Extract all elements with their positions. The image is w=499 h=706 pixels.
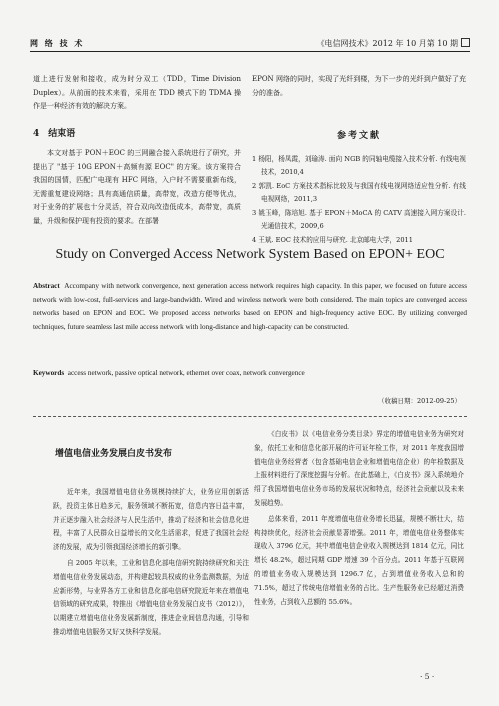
conclusion-heading: 4 结束语	[33, 128, 76, 139]
page-number: · 5 ·	[420, 672, 435, 681]
article-right-column	[254, 428, 464, 609]
article-paragraph: 总体来看，2011 年度增值电信业务增长迅猛，规模不断壮大，结构持续优化，经济社会贡献显著增强。2011 年，增值电信业务整体实现收入 3796 亿元，其中增值电信企业收入规模达到 1814 亿元，同比增长 48.2%，超过同期 GDP 增速 39 个百分点。2011 年基于互联网的增值业务收入规模达到 1296.7 亿，占到增值业务收入总和的 71.5%，超过了传统电信增值业务的占比。生产性服务业已经超过消费性业务，占到收入总额的 55.6%。	[254, 514, 464, 606]
reference-item: 1 杨阳，杨凤霞，刘瑜涛. 面向 NGB 的同轴电缆接入技术分析. 有线电视技术，2010,4	[252, 154, 466, 176]
article-paragraph: 自 2005 年以来，工业和信息化部电信研究院持续研究和关注增值电信业务发展动态，并构建起较具权威的业务监测数据，为适应新形势，与业界各方工业和信息化部电信研究院近年来在增值电信领域的研究成果，特推出《增值电信业务发展白皮书（2012）》，以期建立增值电信业务发展新制度，推进企业间信息沟通，引导和推动增值电信服务又好又快科学发展。	[53, 558, 249, 636]
keywords-label: Keywords	[33, 369, 65, 377]
article-title: 增值电信业务发展白皮书发布	[55, 449, 173, 459]
reference-item: 4 王斌. EOC 技术的应用与研究. 北京邮电大学，2011	[252, 235, 413, 244]
header-box-icon	[461, 38, 470, 47]
article-top-divider	[33, 416, 467, 417]
left-intro-paragraph: 道上进行发射和接收，成为时分双工（TDD，Time Division Duplex）。从前面的技术来看，采用在 TDD 模式下的 TDMA 操作是一种经济有效的解决方案。	[33, 75, 241, 110]
running-header	[30, 36, 470, 50]
abstract-label: Abstract	[33, 282, 60, 290]
header-rule	[30, 51, 470, 52]
right-intro-paragraph: EPON 网络的同时，实现了光纤到楼，为下一步的光纤到户做好了充分的准备。	[252, 75, 466, 97]
right-column	[252, 73, 466, 247]
article-left-column	[53, 486, 249, 640]
keywords-text: access network, passive optical network, ethernet over coax, network convergence	[67, 369, 305, 377]
references-heading: 参考文献	[336, 131, 381, 141]
references-list	[252, 153, 466, 248]
abstract-text: Accompany with network convergence, next generation access network requires high capacity. In this paper, we focused on future access network with low-cost, full-services and large-bandwidth. Wired and wireless network were both considered. The main topics are converged access networks based on EPON and EOC. We proposed access networks based on EPON and high-frequency active EOC. By utilizing converged techniques, future seamless last mile access network with long-distance and high-capacity can be constructed.	[33, 282, 467, 332]
keywords-line	[33, 367, 467, 381]
received-date: （收稿日期：2012-09-25）	[378, 397, 461, 405]
conclusion-paragraph: 本文对基于 PON＋EOC 的三网融合接入系统进行了研究，并提出了 "基于 10G EPON＋高频有源 EOC" 的方案。该方案符合我国的国情，匹配广电现有 HFC 网络，入户时不需要重新布线，无需重复建设网络；具有高通信质量，高带宽，改造方便等优点，对于业务的扩展也十分灵活，符合双向改造低成本，高带宽，高质量，升级和保护现有投资的要求。在部署	[33, 149, 241, 225]
english-abstract	[33, 280, 467, 335]
left-column	[33, 73, 241, 228]
header-journal-info	[317, 38, 470, 49]
english-title: Study on Converged Access Network System Based on EPON+ EOC	[55, 247, 445, 262]
article-paragraph: 近年来，我国增值电信业务规模持续扩大，业务应用创新活跃，投资主体日趋多元，服务领域不断拓宽，信息内容日益丰富，并正逐步融入社会经济与人民生活中，推动了经济和社会信息化进程，丰富了人民群众日益增长的文化生活需求，促进了我国社会经济的发展，成为引领我国经济增长的新引擎。	[53, 488, 249, 552]
reference-item: 2 郭凯. EoC 方案技术指标比较及与我国有线电视网络适应性分析. 有线电视网络，2011,3	[252, 181, 466, 203]
article-paragraph: 《白皮书》以《电信业务分类目录》界定的增值电信业务为研究对象，依托工业和信息化部开展的许可证年检工作，对 2011 年度我国增值电信业务经营者（包含基础电信企业和增值电信企业）的年检数据及上报材料进行了深度挖掘与分析。在此基础上，《白皮书》深入系统地介绍了我国增值电信业务市场的发展状况和特点，经济社会贡献以及未来发展趋势。	[254, 430, 464, 507]
reference-item: 3 姚玉峰，陈培旭. 基于 EPON＋MoCA 的 CATV 高速接入网方案设计. 光通信技术，2009,6	[252, 208, 466, 230]
header-section-label: 网 络 技 术	[30, 37, 85, 48]
header-journal-text: 《电信网技术》2012 年 10 月第 10 期	[316, 38, 458, 48]
